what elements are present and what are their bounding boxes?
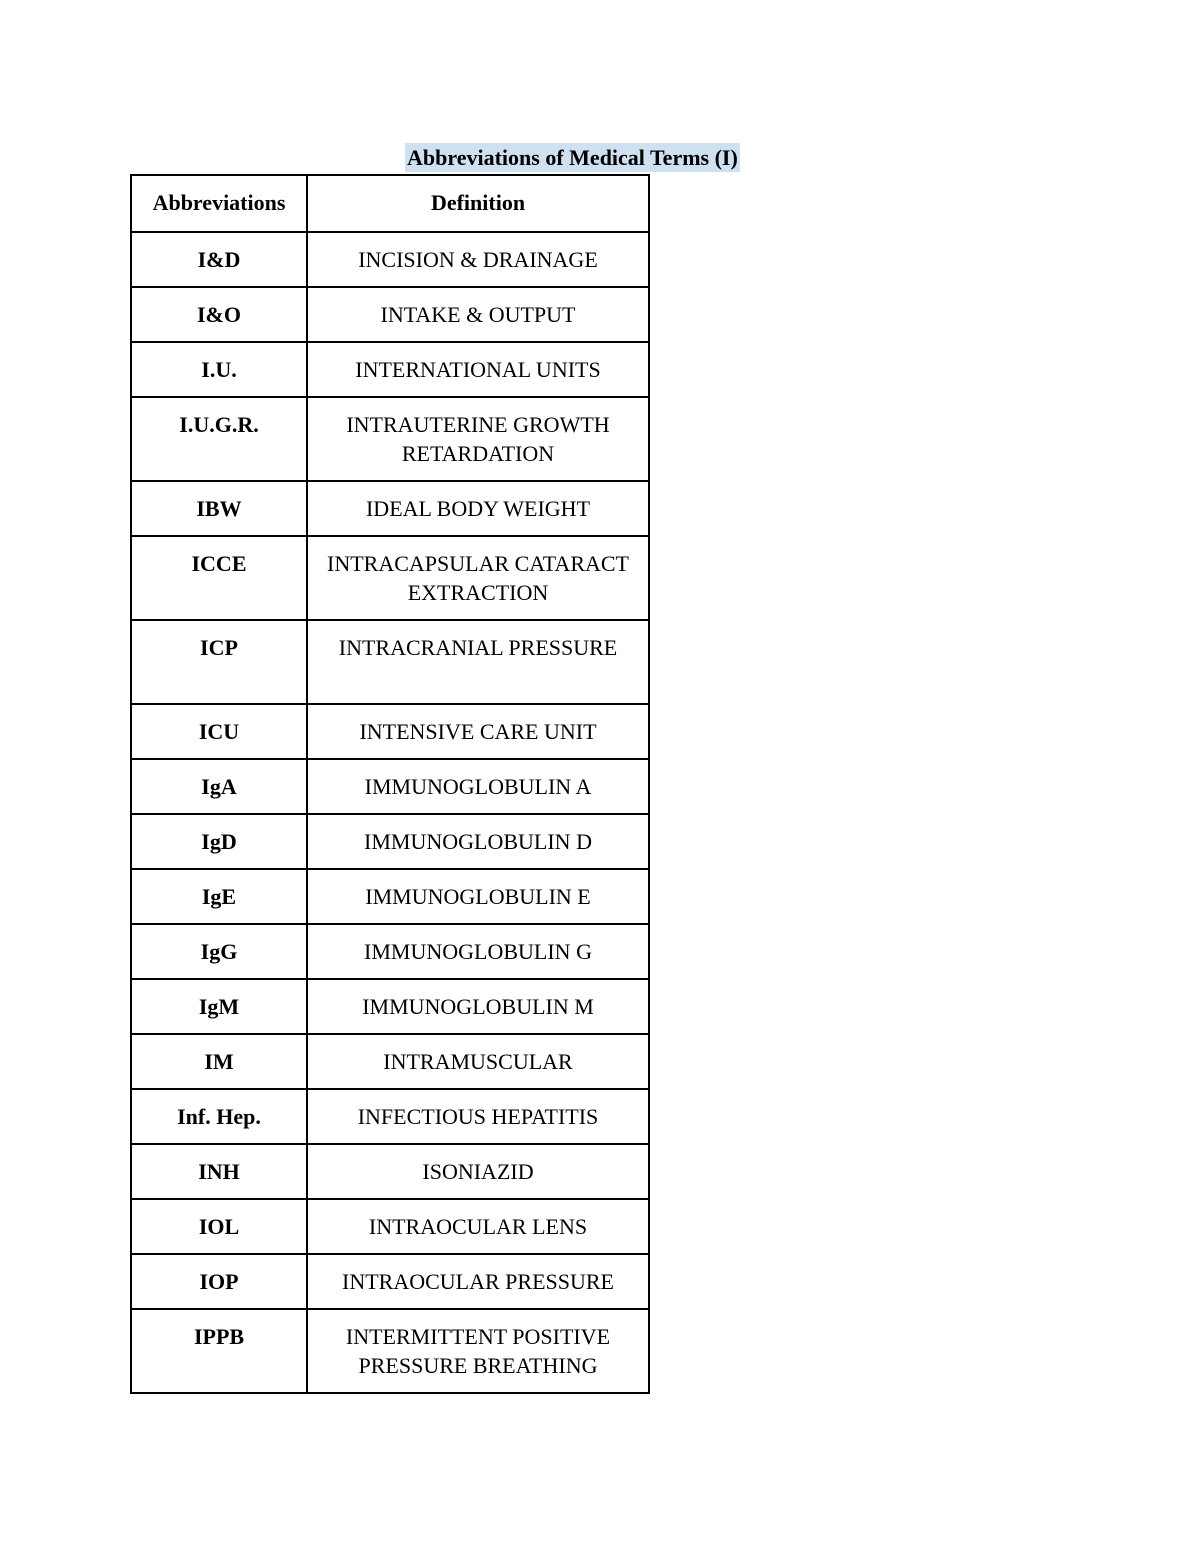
definition-cell: IMMUNOGLOBULIN E [307,869,649,924]
table-row [131,979,649,1034]
definition-cell: IMMUNOGLOBULIN M [307,979,649,1034]
abbreviations-table [130,174,650,1394]
abbreviation-cell: IOL [131,1199,307,1254]
abbreviation-cell: IOP [131,1254,307,1309]
definition-cell: ISONIAZID [307,1144,649,1199]
abbreviation-cell: Inf. Hep. [131,1089,307,1144]
table-row [131,814,649,869]
definition-cell: IDEAL BODY WEIGHT [307,481,649,536]
table-row [131,342,649,397]
definition-cell: INTRAOCULAR LENS [307,1199,649,1254]
abbreviation-cell: IgA [131,759,307,814]
table-header-row [131,175,649,232]
table-row [131,1089,649,1144]
table-row [131,924,649,979]
abbreviation-cell: IgE [131,869,307,924]
table-row [131,536,649,620]
table-row [131,704,649,759]
definition-cell: INFECTIOUS HEPATITIS [307,1089,649,1144]
definition-cell: INTAKE & OUTPUT [307,287,649,342]
definition-cell: INTERMITTENT POSITIVE PRESSURE BREATHING [307,1309,649,1393]
table-row [131,620,649,704]
abbreviation-cell: IgD [131,814,307,869]
abbreviation-cell: ICP [131,620,307,704]
definition-cell: IMMUNOGLOBULIN G [307,924,649,979]
table-row [131,759,649,814]
table-row [131,481,649,536]
abbreviation-cell: IgG [131,924,307,979]
table-row [131,1199,649,1254]
abbreviation-cell: IgM [131,979,307,1034]
table-row [131,1254,649,1309]
definition-cell: INTRAMUSCULAR [307,1034,649,1089]
abbreviation-cell: I&D [131,232,307,287]
abbreviation-cell: I.U. [131,342,307,397]
table-row [131,1309,649,1393]
definition-cell: INTRACRANIAL PRESSURE [307,620,649,704]
definition-cell: INCISION & DRAINAGE [307,232,649,287]
table-row [131,287,649,342]
table-row [131,869,649,924]
abbreviation-cell: INH [131,1144,307,1199]
definition-cell: INTRAUTERINE GROWTH RETARDATION [307,397,649,481]
definition-cell: INTRACAPSULAR CATARACT EXTRACTION [307,536,649,620]
definition-cell: INTENSIVE CARE UNIT [307,704,649,759]
definition-cell: IMMUNOGLOBULIN D [307,814,649,869]
definition-cell: INTRAOCULAR PRESSURE [307,1254,649,1309]
abbreviation-cell: ICU [131,704,307,759]
header-abbreviations: Abbreviations [131,175,307,232]
table-row [131,1034,649,1089]
header-definition: Definition [307,175,649,232]
abbreviation-cell: IM [131,1034,307,1089]
page-title: Abbreviations of Medical Terms (I) [407,145,738,170]
table-row [131,232,649,287]
table-row [131,397,649,481]
abbreviation-cell: I&O [131,287,307,342]
table-row [131,1144,649,1199]
abbreviation-cell: ICCE [131,536,307,620]
abbreviation-cell: IPPB [131,1309,307,1393]
abbreviation-cell: I.U.G.R. [131,397,307,481]
abbreviation-cell: IBW [131,481,307,536]
definition-cell: INTERNATIONAL UNITS [307,342,649,397]
definition-cell: IMMUNOGLOBULIN A [307,759,649,814]
